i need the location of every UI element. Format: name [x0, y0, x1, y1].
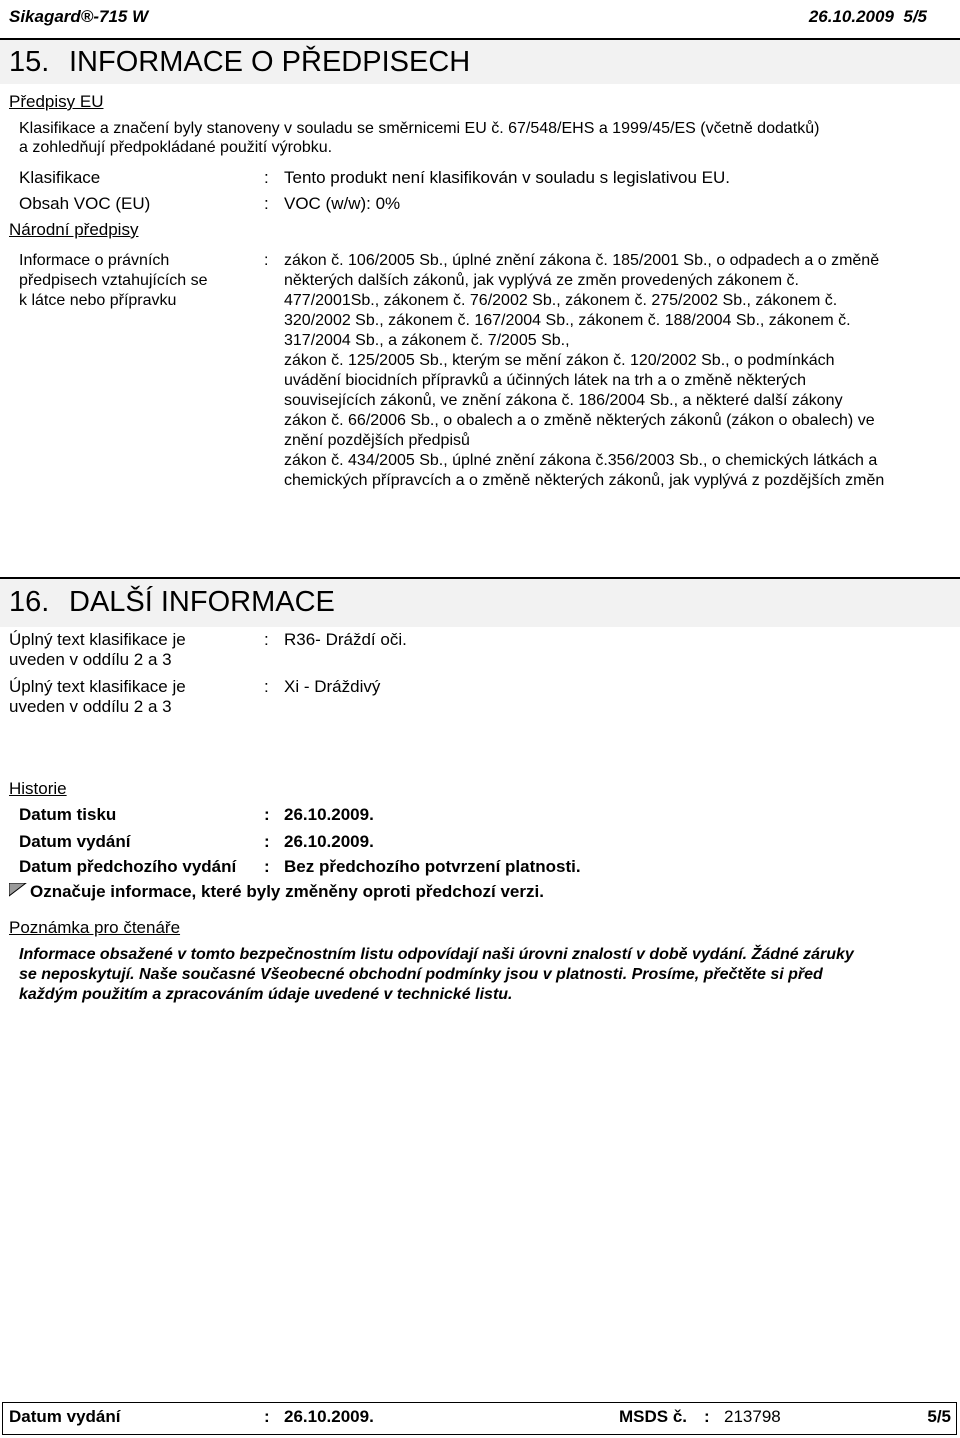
section-15-heading: INFORMACE O PŘEDPISECH [69, 46, 471, 78]
legal-line: některých dalších zákonů, jak vyplývá ze změn provedených zákonem č. [284, 272, 799, 289]
section-16-title [9, 585, 335, 619]
national-regulations-heading: Národní předpisy [9, 220, 139, 239]
voc-label: Obsah VOC (EU) [19, 194, 151, 213]
footer-issue-date: 26.10.2009. [284, 1407, 374, 1426]
eu-regulations-heading: Předpisy EU [9, 92, 104, 111]
legal-colon: : [264, 252, 269, 269]
legal-line: zákon č. 434/2005 Sb., úplné znění zákona č.356/2003 Sb., o chemických látkách a [284, 452, 878, 469]
legal-line: souvisejících zákonů, ve znění zákona č. 186/2004 Sb., a některé další zákony [284, 392, 843, 409]
legal-label-line: Informace o právních [19, 252, 170, 269]
classification-label: Klasifikace [19, 168, 101, 187]
section-15-title [9, 45, 470, 79]
classification-text-label [9, 677, 186, 717]
legal-line: chemických přípravcích a o změně některých zákonů, jak vyplývá z pozdějších zmĕn [284, 472, 885, 489]
section-15-number: 15. [9, 46, 50, 78]
classification-text-colon: : [264, 630, 269, 649]
label-line: uveden v oddílu 2 a 3 [9, 650, 172, 669]
legal-line: znění pozdějších předpisů [284, 432, 470, 449]
header-date: 26.10.2009 [808, 7, 894, 26]
legal-line: zákon č. 125/2005 Sb., kterým se mění zákon č. 120/2002 Sb., o podmínkách [284, 352, 835, 369]
footer-msds-number: 213798 [724, 1407, 781, 1426]
document-title: Sikagard®-715 W [9, 7, 149, 26]
footer-issue-label: Datum vydání [9, 1407, 121, 1426]
reader-note-line: Informace obsažené v tomto bezpečnostním listu odpovídají naši úrovni znalostí v době vydání. Žádné záruky [19, 946, 854, 963]
history-label: Datum tisku [19, 805, 117, 824]
label-line: Úplný text klasifikace je [9, 677, 186, 696]
section-16-number: 16. [9, 586, 50, 618]
history-value: Bez předchozího potvrzení platnosti. [284, 857, 581, 876]
history-label: Datum předchozího vydání [19, 857, 237, 876]
legal-line: 320/2002 Sb., zákonem č. 167/2004 Sb., zákonem č. 188/2004 Sb., zákonem č. [284, 312, 851, 329]
classification-text-label [9, 630, 186, 670]
header-page: 5/5 [903, 7, 927, 26]
change-marker-icon [9, 883, 27, 897]
footer [2, 1402, 957, 1435]
reader-note-line: se neposkytují. Naše současné Všeobecné obchodní podmínky jsou v platnosti. Prosíme, přečtěte si před [19, 966, 823, 983]
history-heading: Historie [9, 779, 67, 798]
header-date-page [809, 7, 927, 27]
history-label: Datum vydání [19, 832, 131, 851]
history-value: 26.10.2009. [284, 832, 374, 851]
classification-text-colon: : [264, 677, 269, 696]
eu-text-line-2: a zohledňují předpokládané použití výrobku. [19, 139, 333, 156]
label-line: uveden v oddílu 2 a 3 [9, 697, 172, 716]
legal-label [19, 251, 208, 311]
voc-value: VOC (w/w): 0% [284, 194, 401, 213]
legal-line: uvádění biocidních přípravků a účinných látek na trh a o změně některých [284, 372, 807, 389]
footer-colon: : [264, 1407, 270, 1426]
legal-line: zákon č. 106/2005 Sb., úplné znění zákona č. 185/2001 Sb., o odpadech a o změně [284, 252, 880, 269]
history-value: 26.10.2009. [284, 805, 374, 824]
footer-page: 5/5 [927, 1407, 951, 1426]
legal-line: zákon č. 66/2006 Sb., o obalech a o změně některých zákonů (zákon o obalech) ve [284, 412, 875, 429]
legal-label-line: k látce nebo přípravku [19, 292, 177, 309]
reader-note-heading: Poznámka pro čtenáře [9, 918, 181, 937]
classification-text-value: Xi - Dráždivý [284, 677, 381, 696]
legal-line: 477/2001Sb., zákonem č. 76/2002 Sb., zákonem č. 275/2002 Sb., zákonem č. [284, 292, 838, 309]
reader-note-line: každým použitím a zpracováním údaje uvedené v technické listu. [19, 986, 513, 1003]
eu-text-line-1: Klasifikace a značení byly stanoveny v souladu se směrnicemi EU č. 67/548/EHS a 1999/45/ES (včetně dodatků) [19, 120, 820, 137]
voc-colon: : [264, 194, 269, 213]
classification-colon: : [264, 168, 269, 187]
footer-msds-colon: : [704, 1407, 710, 1426]
label-line: Úplný text klasifikace je [9, 630, 186, 649]
legal-text [284, 251, 884, 491]
change-note: Označuje informace, které byly změněny oproti předchozí verzi. [30, 882, 544, 901]
section-16-heading: DALŠÍ INFORMACE [69, 586, 335, 618]
history-colon: : [264, 805, 270, 824]
footer-msds-label: MSDS č. [619, 1407, 688, 1426]
legal-line: 317/2004 Sb., a zákonem č. 7/2005 Sb., [284, 332, 570, 349]
legal-label-line: předpisech vztahujících se [19, 272, 208, 289]
history-colon: : [264, 857, 270, 876]
classification-value: Tento produkt není klasifikován v souladu s legislativou EU. [284, 168, 731, 187]
classification-text-value: R36- Dráždí oči. [284, 630, 407, 649]
reader-note-text [19, 945, 854, 1005]
history-colon: : [264, 832, 270, 851]
